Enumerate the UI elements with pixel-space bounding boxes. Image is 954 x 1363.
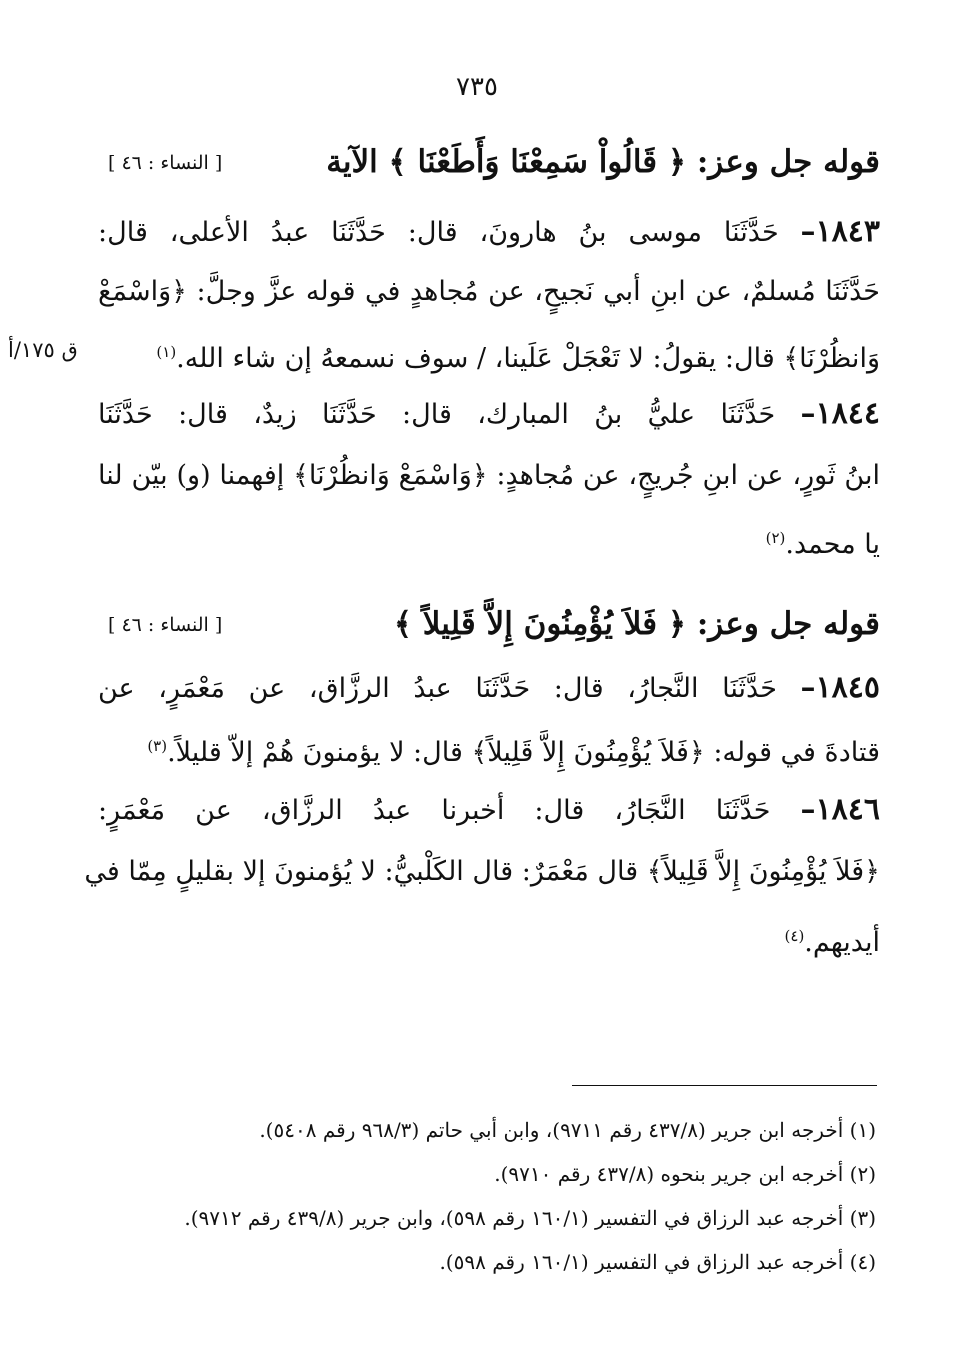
manuscript-folio-note: ق ١٧٥/أ bbox=[8, 338, 78, 362]
hadith-text: حَدَّثَنَا النَّجارُ، قال: حَدَّثَنَا عبدُ الرزَّاق، عن مَعْمَرٍ، عن bbox=[98, 673, 777, 704]
footnote-divider bbox=[572, 1085, 877, 1086]
hadith-number: ١٨٤٤– bbox=[800, 396, 880, 431]
heading-prefix: قوله جل وعز: bbox=[686, 144, 880, 180]
heading-verse: ﴿ قَالُواْ سَمِعْنَا وَأَطَعْنَا ﴾ الآية bbox=[326, 144, 687, 180]
hadith-text: حَدَّثَنَا النَّجَارُ، قال: أخبرنا عبدُ الرزَّاق، عن مَعْمَرٍ: bbox=[98, 795, 771, 826]
hadith-line bbox=[98, 916, 880, 963]
footnote-marker: (٣) bbox=[147, 737, 168, 755]
surah-reference: [ النساء : ٤٦ ] bbox=[108, 152, 223, 174]
hadith-line bbox=[98, 212, 880, 253]
page-number: ٧٣٥ bbox=[456, 72, 498, 102]
hadith-text: يا محمد. bbox=[785, 529, 880, 560]
footnote-marker: (٢) bbox=[765, 529, 786, 547]
hadith-line bbox=[98, 790, 880, 831]
hadith-text: وَانظُرْنَا﴾ قال: يقولُ: لا تَعْجَلْ عَلَينا، / سوف نسمعهُ إن شاء الله. bbox=[176, 343, 880, 374]
hadith-text: أيديهم. bbox=[804, 927, 880, 958]
heading-verse: ﴿ فَلاَ يُؤْمِنُونَ إِلاَّ قَلِيلاً ﴾ bbox=[393, 606, 687, 642]
footnote-marker: (١) bbox=[156, 343, 177, 361]
hadith-text: قتادةَ في قوله: ﴿فَلاَ يُؤْمِنُونَ إِلاَّ قَلِيلاً﴾ قال: لا يؤمنونَ هُمْ إلاّ قليلاً. bbox=[167, 737, 880, 768]
footnote: (١) أخرجه ابن جرير (٤٣٧/٨ رقم ٩٧١١)، وابن أبي حاتم (٩٦٨/٣ رقم ٥٤٠٨). bbox=[259, 1118, 876, 1142]
hadith-text: حَدَّثَنَا موسى بنُ هارونَ، قال: حَدَّثَنَا عبدُ الأعلى، قال: bbox=[98, 217, 779, 248]
footnote-marker: (٤) bbox=[784, 927, 805, 945]
hadith-number: ١٨٤٥– bbox=[800, 670, 880, 705]
hadith-text: حَدَّثَنَا عليُّ بنُ المبارك، قال: حَدَّثَنَا زيدٌ، قال: حَدَّثَنَا bbox=[98, 399, 776, 430]
hadith-line: ابنُ ثَورٍ، عن ابنِ جُريجٍ، عن مُجاهدٍ: ﴿وَاسْمَعْ وَانظُرْنَا﴾ إفهمنا (و) بيّن لنا bbox=[98, 460, 880, 491]
hadith-line: ﴿فَلاَ يُؤْمِنُونَ إِلاَّ قَلِيلاً﴾ قال مَعْمَرٌ: قال الكَلْبيُّ: لا يُؤمنونَ إلا بقليلٍ مِمّا في bbox=[84, 856, 880, 887]
hadith-line: حَدَّثَنَا مُسلمٌ، عن ابنِ أبي نَجيحٍ، عن مُجاهدٍ في قوله عزَّ وجلَّ: ﴿وَاسْمَعْ bbox=[98, 276, 880, 307]
hadith-line bbox=[98, 726, 880, 773]
hadith-line bbox=[98, 332, 880, 379]
hadith-line bbox=[98, 518, 880, 565]
footnote: (٤) أخرجه عبد الرزاق في التفسير (١٦٠/١ رقم ٥٩٨). bbox=[439, 1250, 876, 1274]
hadith-number: ١٨٤٦– bbox=[800, 792, 880, 827]
footnote: (٣) أخرجه عبد الرزاق في التفسير (١٦٠/١ رقم ٥٩٨)، وابن جرير (٤٣٩/٨ رقم ٩٧١٢). bbox=[184, 1206, 876, 1230]
surah-reference: [ النساء : ٤٦ ] bbox=[108, 614, 223, 636]
hadith-number: ١٨٤٣– bbox=[800, 214, 880, 249]
heading-prefix: قوله جل وعز: bbox=[686, 606, 880, 642]
footnote: (٢) أخرجه ابن جرير بنحوه (٤٣٧/٨ رقم ٩٧١٠). bbox=[494, 1162, 876, 1186]
hadith-line bbox=[98, 668, 880, 709]
hadith-line bbox=[98, 394, 880, 435]
